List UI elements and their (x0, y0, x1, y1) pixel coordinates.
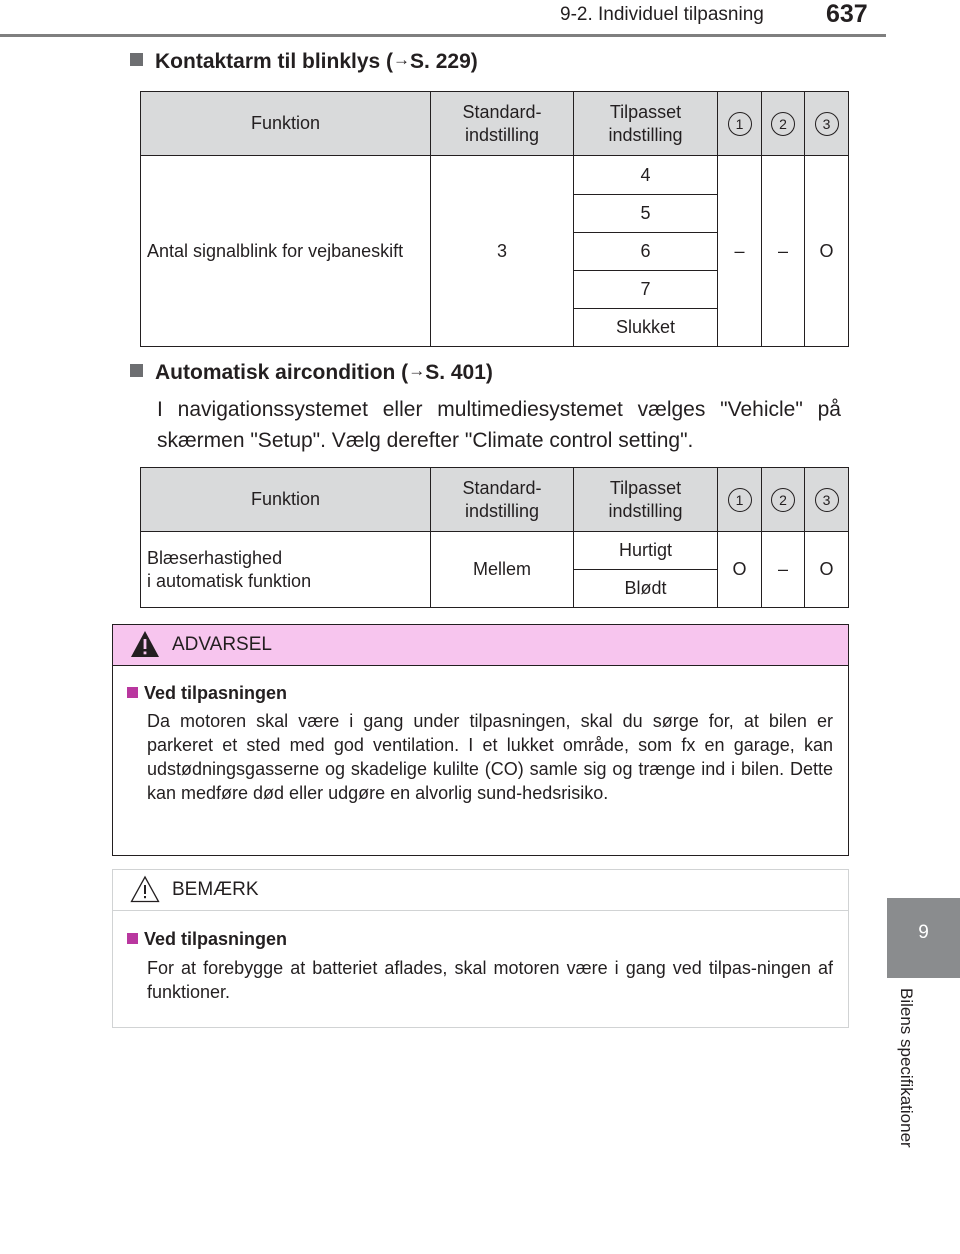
square-bullet-icon (130, 364, 143, 377)
cell-col-1: O (718, 532, 762, 608)
circled-number-3-icon: 3 (815, 112, 839, 136)
note-box (112, 869, 849, 1028)
cell-col-2: – (762, 532, 805, 608)
cell-default: Mellem (431, 532, 574, 608)
running-header-section: 9-2. Individuel tilpasning (560, 4, 764, 25)
header-col-1 (718, 92, 762, 156)
circled-number-1-icon: 1 (728, 112, 752, 136)
chapter-title: Bilens specifikationer (897, 988, 916, 1148)
warning-title: ADVARSEL (172, 634, 272, 655)
warning-header (113, 625, 848, 666)
cell-function: Blæserhastighed i automatisk funktion (141, 532, 431, 608)
arrow-icon: → (408, 361, 426, 380)
header-function: Funktion (141, 92, 431, 156)
cell-col-2: – (762, 156, 805, 347)
circled-number-3-icon: 3 (815, 488, 839, 512)
cell-option: 5 (574, 195, 718, 233)
chapter-tab (887, 898, 960, 978)
cell-col-3: O (805, 532, 849, 608)
chapter-number: 9 (918, 922, 929, 943)
note-subheading: Ved tilpasningen (127, 929, 287, 950)
square-bullet-icon (127, 933, 138, 944)
note-body: For at forebygge at batteriet aflades, skal motoren være i gang ved tilpas-ningen af funktioner. (147, 958, 833, 1002)
page-reference[interactable]: S. 401) (425, 361, 493, 384)
header-col-2 (762, 92, 805, 156)
warning-body: Da motoren skal være i gang under tilpasningen, skal du sørge for, at bilen er parkeret et sted med god ventilation. I et lukket område, som fx en garage, kan udstødningsgasserne og skadelige kulilte (CO) samle sig og trænge ind i bilen. Dette kan medføre død eller udgøre en alvorlig sund-hedsrisiko. (147, 711, 833, 803)
cell-col-3: O (805, 156, 849, 347)
section-heading-text: Automatisk aircondition ( (155, 361, 409, 384)
table-header-row (141, 92, 849, 156)
circled-number-2-icon: 2 (771, 112, 795, 136)
cell-col-1: – (718, 156, 762, 347)
customization-table-turn-signal (140, 91, 849, 347)
caution-triangle-icon (130, 875, 160, 903)
cell-option: 4 (574, 156, 718, 195)
page-number: 637 (826, 0, 868, 28)
section-heading-text: Kontaktarm til blinklys ( (155, 50, 394, 73)
square-bullet-icon (127, 687, 138, 698)
header-custom: Tilpasset indstilling (574, 92, 718, 156)
header-col-2 (762, 468, 805, 532)
table-header-row (141, 468, 849, 532)
header-col-1 (718, 468, 762, 532)
circled-number-1-icon: 1 (728, 488, 752, 512)
page-reference[interactable]: S. 229) (410, 50, 478, 73)
cell-option: Blødt (574, 570, 718, 608)
cell-option: Hurtigt (574, 532, 718, 570)
header-default: Standard- indstilling (431, 468, 574, 532)
cell-option: 7 (574, 271, 718, 309)
cell-option: 6 (574, 233, 718, 271)
cell-option: Slukket (574, 309, 718, 347)
table-row (141, 156, 849, 195)
note-title: BEMÆRK (172, 879, 259, 900)
header-col-3 (805, 92, 849, 156)
climate-instructions: I navigationssystemet eller multimediesystemet vælges "Vehicle" på skærmen "Setup". Vælg derefter "Climate control setting". (157, 398, 841, 452)
header-function: Funktion (141, 468, 431, 532)
circled-number-2-icon: 2 (771, 488, 795, 512)
header-rule (0, 34, 886, 37)
arrow-icon: → (393, 50, 411, 69)
cell-function: Antal signalblink for vejbaneskift (141, 156, 431, 347)
header-col-3 (805, 468, 849, 532)
warning-subheading: Ved tilpasningen (127, 683, 287, 704)
section-heading-climate (130, 361, 493, 385)
header-custom: Tilpasset indstilling (574, 468, 718, 532)
table-row (141, 532, 849, 570)
section-heading-turn-signal (130, 50, 478, 74)
warning-box (112, 624, 849, 856)
square-bullet-icon (130, 53, 143, 66)
warning-triangle-icon (130, 630, 160, 658)
note-header (113, 870, 848, 911)
customization-table-climate (140, 467, 849, 608)
header-default: Standard- indstilling (431, 92, 574, 156)
cell-default: 3 (431, 156, 574, 347)
